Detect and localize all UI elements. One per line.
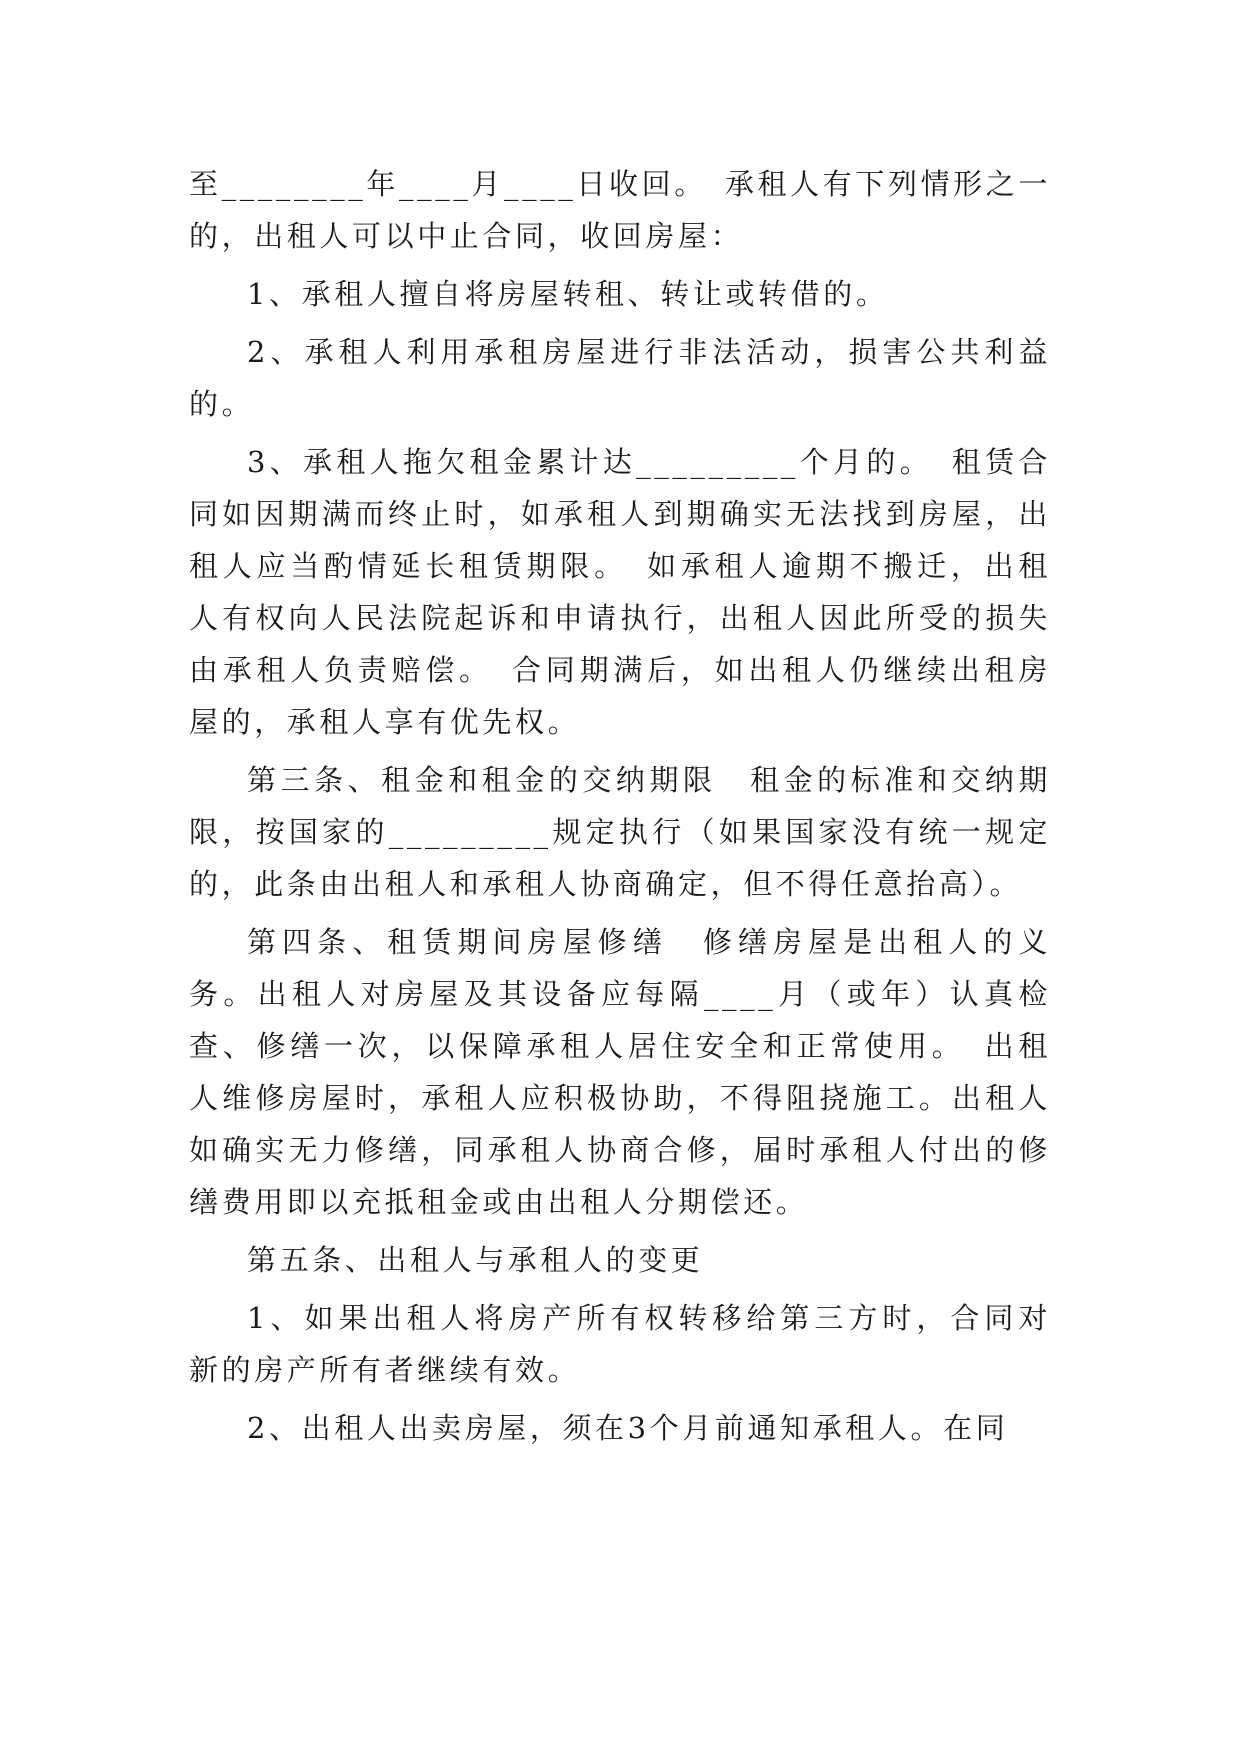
- document-body: [189, 158, 1051, 1460]
- article-5-heading: 第五条、出租人与承租人的变更: [247, 1243, 704, 1277]
- article-4-paragraph: 第四条、租赁期间房屋修缮 修缮房屋是出租人的义务。出租人对房屋及其设备应每隔____月（或年）认真检查、修缮一次，以保障承租人居住安全和正常使用。 出租人维修房屋时，承租人应积极协助，不得阻挠施工。出租人如确实无力修缮，同承租人协商合修，届时承租人付出的修缮费用即以充抵租金或由出租人分期偿还。: [189, 925, 1051, 1219]
- article-5-item-2: 2、出租人出卖房屋，须在3个月前通知承租人。在同: [247, 1411, 1009, 1445]
- clause-item-3: 3、承租人拖欠租金累计达_________个月的。 租赁合同如因期满而终止时，如承租人到期确实无法找到房屋，出租人应当酌情延长租赁期限。 如承租人逾期不搬迁，出租人有权向人民法院起诉和申请执行，出租人因此所受的损失由承租人负责赔偿。 合同期满后，如出租人仍继续出租房屋的，承租人享有优先权。: [189, 445, 1051, 739]
- clause-item-1: 1、承租人擅自将房屋转租、转让或转借的。: [247, 277, 889, 311]
- clause-item-2: 2、承租人利用承租房屋进行非法活动，损害公共利益的。: [189, 335, 1051, 421]
- termination-paragraph: 至________年____月____日收回。 承租人有下列情形之一的，出租人可以中止合同，收回房屋：: [189, 167, 1051, 253]
- article-5-item-1: 1、如果出租人将房产所有权转移给第三方时，合同对新的房产所有者继续有效。: [189, 1301, 1051, 1387]
- article-3-paragraph: 第三条、租金和租金的交纳期限 租金的标准和交纳期限，按国家的_________规定执行（如果国家没有统一规定的，此条由出租人和承租人协商确定，但不得任意抬高）。: [189, 763, 1051, 901]
